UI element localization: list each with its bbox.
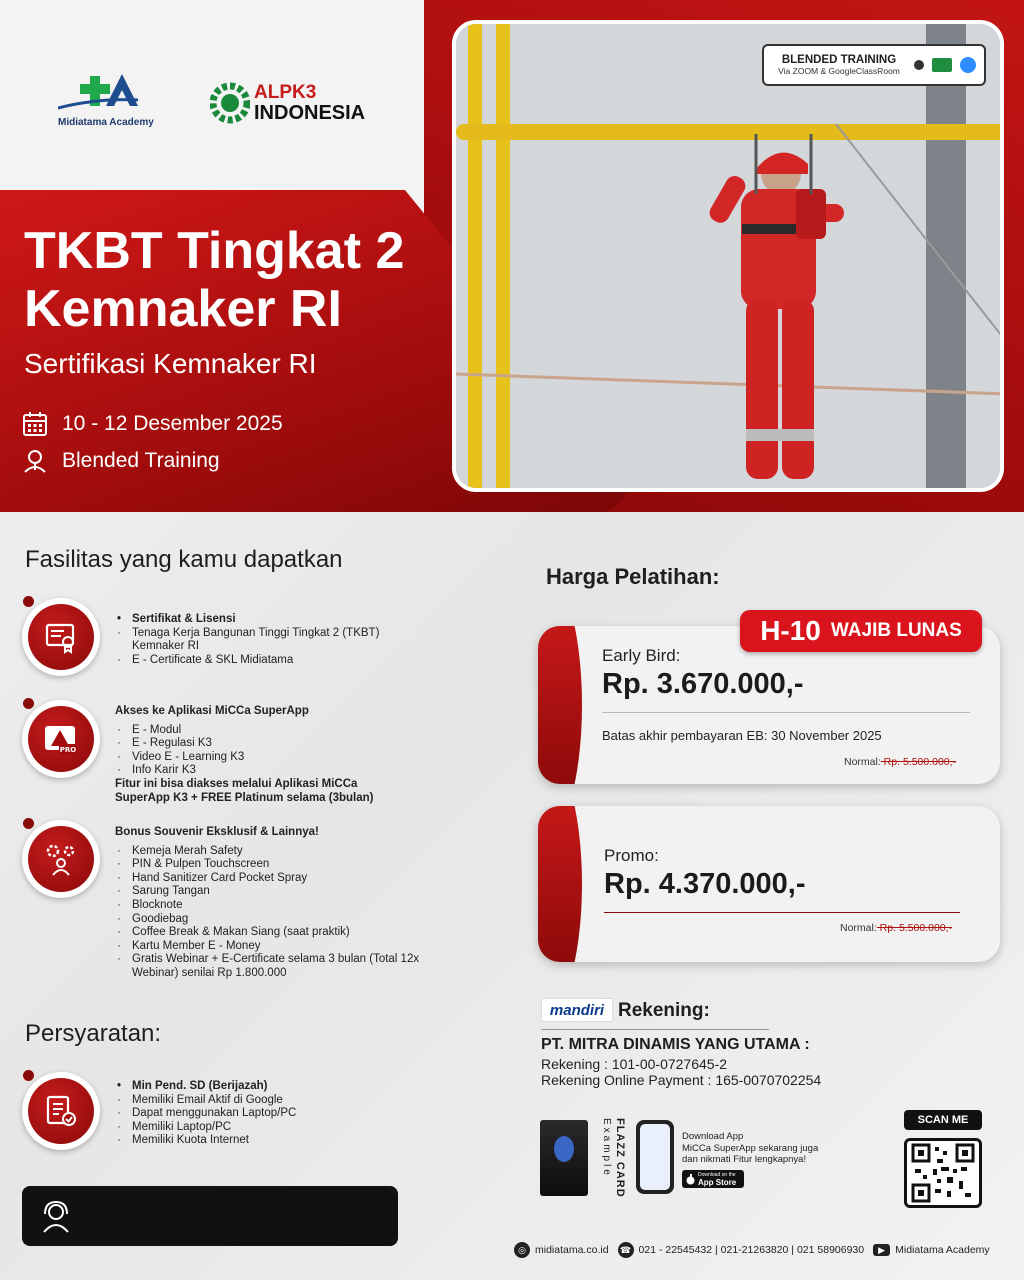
youtube-icon: ▶ <box>873 1244 890 1256</box>
training-mode: Blended Training <box>62 449 220 472</box>
requirement-item: • Min Pend. SD (Berijazah) <box>115 1080 415 1094</box>
facility-item: · E - Modul <box>115 724 455 738</box>
github-like-icon <box>914 60 924 70</box>
alpk3-gear-icon <box>210 80 250 126</box>
divider <box>604 912 960 913</box>
bullet-dot <box>23 818 34 829</box>
training-icon <box>22 448 48 474</box>
midiatama-logo <box>58 70 188 130</box>
card-portrait <box>554 1136 574 1162</box>
facility-item: · Sarung Tangan <box>115 885 455 899</box>
app-download-text <box>682 1131 818 1166</box>
page-subtitle: Sertifikasi Kemnaker RI <box>24 348 317 379</box>
facility-item: · Gratis Webinar + E-Certificate selama 3 bulan (Total 12x Webinar) senilai Rp 1.800.000 <box>115 953 445 980</box>
svg-text:PRO: PRO <box>59 746 77 754</box>
requirements-title: Persyaratan: <box>25 1020 162 1047</box>
flazz-card-label <box>598 1118 638 1198</box>
facility-item: · E - Regulasi K3 <box>115 737 455 751</box>
facility-item-text: Tenaga Kerja Bangunan Tinggi Tingkat 2 (TKBT) <box>132 626 380 639</box>
early-bird-normal <box>844 756 956 768</box>
facility-item: · Video E - Learning K3 <box>115 751 455 765</box>
title-line-1: TKBT Tingkat 2 <box>24 222 405 280</box>
facility-item: · Blocknote <box>115 899 455 913</box>
midiatama-mark-icon <box>58 70 188 110</box>
requirement-item: · Memiliki Laptop/PC <box>115 1121 415 1135</box>
badge-h10: H-10 <box>760 615 821 646</box>
normal-price: Rp. 5.500.000,- <box>876 922 953 934</box>
phone-mockup <box>636 1120 674 1194</box>
facility-block-head: Bonus Souvenir Eksklusif & Lainnya! <box>115 826 319 838</box>
app-line2: MiCCa SuperApp sekarang juga <box>682 1142 819 1154</box>
facility-item: · Hand Sanitizer Card Pocket Spray <box>115 872 455 886</box>
blended-badge-subtitle: Via ZOOM & GoogleClassRoom <box>778 66 900 76</box>
midiatama-logo-text: Midiatama Academy <box>58 117 154 128</box>
bonus-circle <box>22 820 100 898</box>
app-line1: Download App <box>682 1131 744 1142</box>
divider <box>602 712 970 713</box>
phone-screen <box>640 1124 670 1190</box>
facilities-title: Fasilitas yang kamu dapatkan <box>25 546 343 573</box>
h10-badge <box>740 610 982 652</box>
alpk3-text-line2: INDONESIA <box>254 102 366 124</box>
bullet-dot <box>23 596 34 607</box>
scan-me-label: SCAN ME <box>904 1110 982 1130</box>
qr-code[interactable] <box>904 1138 982 1208</box>
bank-account: Rekening : 101-00-0727645-2 <box>541 1056 728 1072</box>
pricing-title: Harga Pelatihan: <box>546 564 720 589</box>
certificate-circle <box>22 598 100 676</box>
facility-item: · Kemeja Merah Safety <box>115 845 455 859</box>
date-row <box>22 411 283 437</box>
store-big: App Store <box>698 1178 737 1187</box>
early-bird-label: Early Bird: <box>602 646 681 665</box>
requirements-list <box>115 1080 415 1148</box>
flazz-sub: Example <box>601 1118 612 1178</box>
facility-item: · Coffee Break & Makan Siang (saat praktik) <box>115 926 455 940</box>
badge-wajib-lunas: WAJIB LUNAS <box>830 620 962 641</box>
facility-block-bonus <box>115 826 455 981</box>
page-title <box>24 222 464 338</box>
app-pro-icon <box>43 722 79 756</box>
footer-youtube[interactable]: Midiatama Academy <box>895 1244 990 1256</box>
promo-normal <box>840 922 952 934</box>
requirement-item: · Memiliki Kuota Internet <box>115 1134 415 1148</box>
facility-note: Fitur ini bisa diakses melalui Aplikasi MiCCa SuperApp K3 + FREE Platinum selama (3bulan) <box>115 777 374 804</box>
promo-card <box>538 806 1000 962</box>
app-line3: dan nikmati Fitur lengkapnya! <box>682 1154 807 1165</box>
calendar-icon <box>22 411 48 437</box>
facility-item: · Goodiebag <box>115 913 455 927</box>
facility-block-certificate <box>115 613 445 667</box>
bank-company: PT. MITRA DINAMIS YANG UTAMA : <box>541 1036 810 1053</box>
normal-price: Rp. 5.500.000,- <box>880 756 957 768</box>
hero-photo <box>452 20 1004 492</box>
early-bird-price: Rp. 3.670.000,- <box>602 668 804 700</box>
requirement-item: · Memiliki Email Aktif di Google <box>115 1094 415 1108</box>
bank-online-account: Rekening Online Payment : 165-0070702254 <box>541 1072 822 1088</box>
footer-website[interactable]: midiatama.co.id <box>535 1244 609 1256</box>
facility-item: · Kartu Member E - Money <box>115 940 455 954</box>
alpk3-text-line1: ALPK3 <box>254 82 317 103</box>
store-small: Download on the <box>698 1172 736 1178</box>
qr-code-icon <box>907 1141 979 1205</box>
card-accent <box>538 806 582 962</box>
certificate-icon <box>44 620 78 654</box>
contact-bar[interactable] <box>22 1186 398 1246</box>
facility-item <box>115 627 445 654</box>
facility-item: · PIN & Pulpen Touchscreen <box>115 858 455 872</box>
bullet-dot <box>23 698 34 709</box>
bullet-dot <box>23 1070 34 1081</box>
requirements-circle <box>22 1072 100 1150</box>
worker-illustration <box>456 24 1004 492</box>
facility-item-text: Kemnaker RI <box>132 640 200 653</box>
promo-label: Promo: <box>604 846 659 865</box>
mode-row <box>22 448 220 474</box>
gears-person-icon <box>43 841 79 877</box>
phone-icon: ☎ <box>618 1242 634 1258</box>
globe-icon: ◎ <box>514 1242 530 1258</box>
google-classroom-icon <box>932 58 952 72</box>
app-store-button[interactable] <box>682 1170 744 1188</box>
normal-label: Normal: <box>844 756 881 768</box>
training-date: 10 - 12 Desember 2025 <box>62 412 283 435</box>
zoom-icon <box>960 57 976 73</box>
footer <box>514 1242 990 1258</box>
flazz-title: FLAZZ CARD <box>614 1118 626 1198</box>
early-bird-deadline: Batas akhir pembayaran EB: 30 November 2025 <box>602 728 882 743</box>
footer-phones: 021 - 22545432 | 021-21263820 | 021 58906930 <box>638 1244 865 1256</box>
facility-item: · Info Karir K3 <box>115 764 455 778</box>
facility-item: • Sertifikat & Lisensi <box>115 613 445 627</box>
rekening-title: Rekening: <box>618 1000 710 1021</box>
app-circle <box>22 700 100 778</box>
blended-badge-title: BLENDED TRAINING <box>781 54 897 66</box>
checklist-icon <box>44 1094 78 1128</box>
promo-price: Rp. 4.370.000,- <box>604 868 806 900</box>
facility-block-head: Akses ke Aplikasi MiCCa SuperApp <box>115 705 309 717</box>
facility-item: · E - Certificate & SKL Midiatama <box>115 654 445 668</box>
apple-icon <box>686 1174 695 1185</box>
card-accent <box>538 626 582 784</box>
facility-block-app <box>115 705 455 805</box>
requirement-item: · Dapat menggunakan Laptop/PC <box>115 1107 415 1121</box>
divider <box>541 1029 769 1030</box>
flazz-card-image <box>540 1120 588 1196</box>
alpk3-logo <box>210 78 370 128</box>
normal-label: Normal: <box>840 922 877 934</box>
blended-training-badge <box>762 44 986 86</box>
headset-icon <box>38 1198 74 1234</box>
mandiri-logo: mandiri <box>541 998 613 1022</box>
title-line-2: Kemnaker RI <box>24 280 342 338</box>
